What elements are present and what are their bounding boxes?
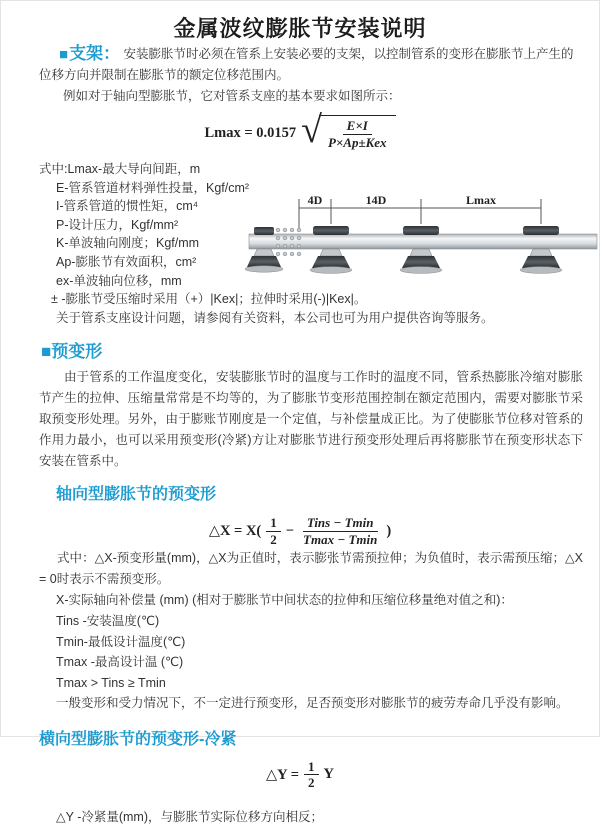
dx-temp-fraction	[299, 515, 381, 547]
dy-half-numerator: 1	[304, 759, 319, 776]
lmax-fraction-denominator: P×Ap±Kex	[327, 135, 387, 150]
support-section-heading: 支架：	[69, 44, 121, 63]
predeform-heading-text: 预变形	[51, 342, 103, 362]
axial-definition-line: X-实际轴向补偿量 (mm) (相对于膨胀节中间状态的拉伸和压缩位移量绝对值之和)：	[56, 593, 513, 608]
axial-definition-line: Tins -安装温度(℃)	[56, 613, 160, 628]
lmax-fraction-numerator: E×I	[343, 118, 372, 135]
definition-line: Ap-膨胀节有效面积，cm²	[56, 254, 197, 269]
radicand	[319, 115, 396, 150]
predeform-section-heading	[41, 337, 599, 362]
pipe-support-diagram	[249, 193, 597, 289]
axial-predeform-formula	[1, 514, 599, 548]
support-intro-paragraph	[39, 43, 583, 86]
axial-subsection-heading: 轴向型膨胀节的预变形	[56, 486, 217, 504]
guide-support	[400, 226, 442, 273]
dx-formula-lhs: △X = X(	[208, 523, 262, 540]
guide-support	[310, 226, 352, 273]
predeform-body-paragraph: 由于管系的工作温度变化，安装膨胀节时的温度与工作时的温度不同，管系热膨胀冷缩对膨胀节产生的拉伸、压缩量常常是不均等的，为了膨胀节变形范围控制在额定范围内，需要对膨胀节采取预变形处理。另外，由于膨账节刚度是一个定值，与补偿量成正比。为了使膨胀节位移对管系的作用力最小，也可以采用预变形(冷紧)方让对膨胀节进行预变形处理后再将膨胀节在预变形状态下安装在管系中。	[39, 370, 583, 469]
dx-half-denominator: 2	[270, 531, 277, 547]
axial-definition-line: Tmax > Tins ≥ Tmin	[56, 675, 166, 690]
definition-line: I-管系管道的惯性矩，cm⁴	[56, 199, 199, 214]
section-square-icon: ■	[59, 46, 69, 63]
page-title: 金属波纹膨胀节安装说明	[173, 16, 427, 41]
support-example-line: 例如对于轴向型膨胀节，它对管系支座的基本要求如图所示：	[63, 89, 401, 103]
dy-formula-lhs: △Y =	[266, 766, 299, 783]
section-square-icon: ■	[41, 342, 52, 362]
lateral-subsection-heading: 横向型膨胀节的预变形-冷紧	[39, 730, 237, 748]
lateral-predeform-formula	[1, 758, 599, 792]
lmax-formula	[1, 109, 599, 152]
dx-half-numerator: 1	[266, 515, 281, 532]
definition-line-plusminus: ± -膨胀节受压缩时采用（+）|Kex|；拉伸时采用(-)|Kex|。	[51, 292, 367, 307]
lmax-formula-lhs: Lmax = 0.0157	[204, 124, 297, 141]
pipe	[249, 234, 597, 249]
lmax-fraction	[324, 118, 391, 150]
dx-temp-numerator: Tins − Tmin	[303, 515, 378, 532]
definition-line: K-单波轴向刚度；Kgf/mm	[56, 236, 200, 251]
guide-support	[520, 226, 562, 273]
dx-formula-rhs: )	[386, 522, 392, 539]
axial-explain-paragraph: 式中：△X-预变形量(mm)，△X为正值时，表示膨张节需预拉伸；为负值时，表示需预压缩；△X = 0时表示不需预变形。	[39, 551, 583, 587]
dimension-label-lmax: Lmax	[466, 193, 496, 207]
axial-note-line: 一般变形和受力情况下，不一定进行预变形，足否预变形对膨胀节的疲劳寿命几乎没有影响。	[56, 696, 569, 711]
support-intro-text: 安装膨胀节时必须在管系上安装必要的支架，以控制管系的变形在膨胀节上产生的位移方向并限制在膨胀节的额定位移范围内。	[39, 47, 574, 82]
dy-half-denominator: 2	[308, 775, 315, 791]
dy-half-fraction	[304, 759, 319, 791]
definition-line: P-设计压力，Kgf/mm²	[56, 217, 179, 232]
axial-definition-line: Tmax -最高设计温 (℃)	[56, 655, 184, 670]
definition-line: E-管系管道材料弹性投量，Kgf/cm²	[56, 180, 250, 195]
axial-definition-line: Tmin-最低设计温度(℃)	[56, 634, 186, 649]
definition-line: ex-单波轴向位移，mm	[56, 273, 182, 288]
sqrt-expression	[301, 109, 395, 152]
dy-formula-rhs: Y	[323, 766, 334, 783]
dimension-label-14d: 14D	[365, 193, 387, 207]
radical-sign: √	[301, 109, 322, 152]
dx-minus-sign: −	[285, 522, 295, 539]
support-note-line: 关于管系支座设计问题，请参阅有关资料，本公司也可为用户提供咨询等服务。	[56, 310, 494, 325]
dx-temp-denominator: Tmax − Tmin	[303, 531, 378, 547]
dx-half-fraction	[266, 515, 281, 547]
definition-line: 式中:Lmax-最大导向间距，m	[39, 162, 201, 176]
lateral-definition-line: △Y -冷紧量(mm)，与膨胀节实际位移方向相反；	[56, 809, 324, 824]
dimension-label-4d: 4D	[307, 193, 323, 207]
